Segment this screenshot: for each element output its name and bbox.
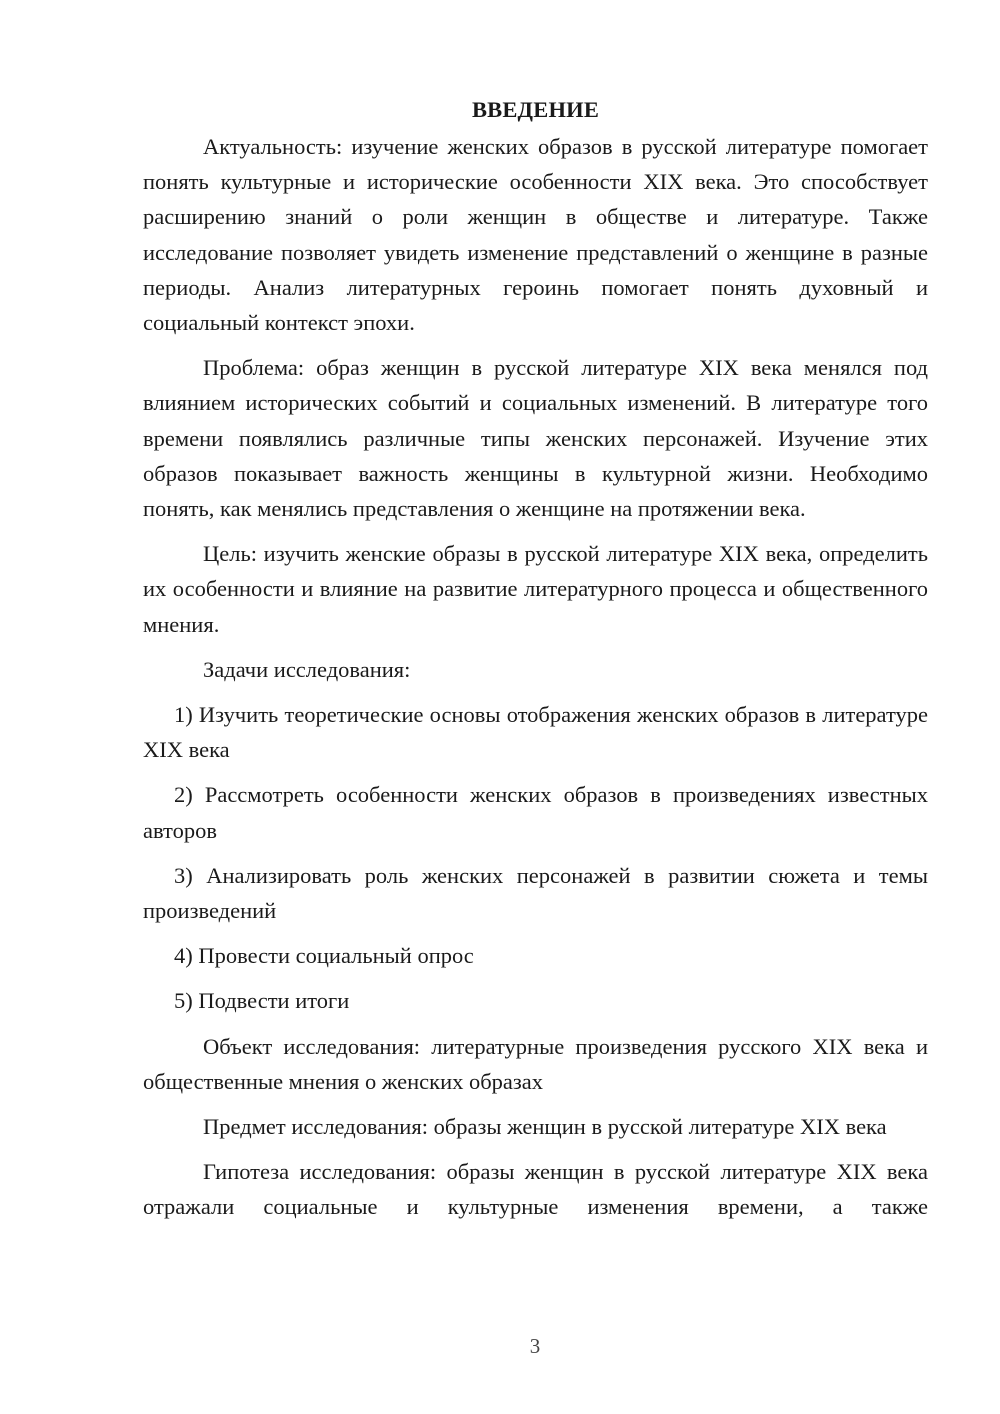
relevance-paragraph: Актуальность: изучение женских образов в русской литературе помогает понять культурные и исторические особенности XIX века. Это способствует расширению знаний о роли женщин в обществе и литературе. Также исследование позволяет увидеть изменение представлений о женщине в разные периоды. Анализ литературных героинь помогает понять духовный и социальный контекст эпохи. [143, 134, 928, 336]
section-heading: ВВЕДЕНИЕ [471, 97, 600, 122]
task-item: 1) Изучить теоретические основы отображения женских образов в литературе XIX века [143, 702, 928, 763]
subject-paragraph: Предмет исследования: образы женщин в русской литературе XIX века [203, 1114, 887, 1140]
page-number: 3 [529, 1334, 541, 1358]
task-item: 4) Провести социальный опрос [174, 943, 474, 969]
problem-paragraph: Проблема: образ женщин в русской литературе XIX века менялся под влиянием исторических событий и социальных изменений. В литературе того времени появлялись различные типы женских персонажей. Изучение этих образов показывает важность женщины в культурной жизни. Необходимо понять, как менялись представления о женщине на протяжении века. [143, 355, 928, 522]
task-item: 3) Анализировать роль женских персонажей в развитии сюжета и темы произведений [143, 862, 928, 924]
object-paragraph: Объект исследования: литературные произведения русского XIX века и общественные мнения о женских образах [143, 1033, 928, 1094]
task-item: 2) Рассмотреть особенности женских образов в произведениях известных авторов [143, 782, 928, 843]
hypothesis-paragraph: Гипотеза исследования: образы женщин в русской литературе XIX века отражали социальные и культурные изменения времени, а также [143, 1159, 928, 1220]
goal-paragraph: Цель: изучить женские образы в русской литературе XIX века, определить их особенности и влияние на развитие литературного процесса и общественного мнения. [143, 541, 928, 637]
task-item: 5) Подвести итоги [174, 988, 350, 1014]
page-content [143, 92, 928, 1225]
tasks-title: Задачи исследования: [203, 656, 411, 682]
